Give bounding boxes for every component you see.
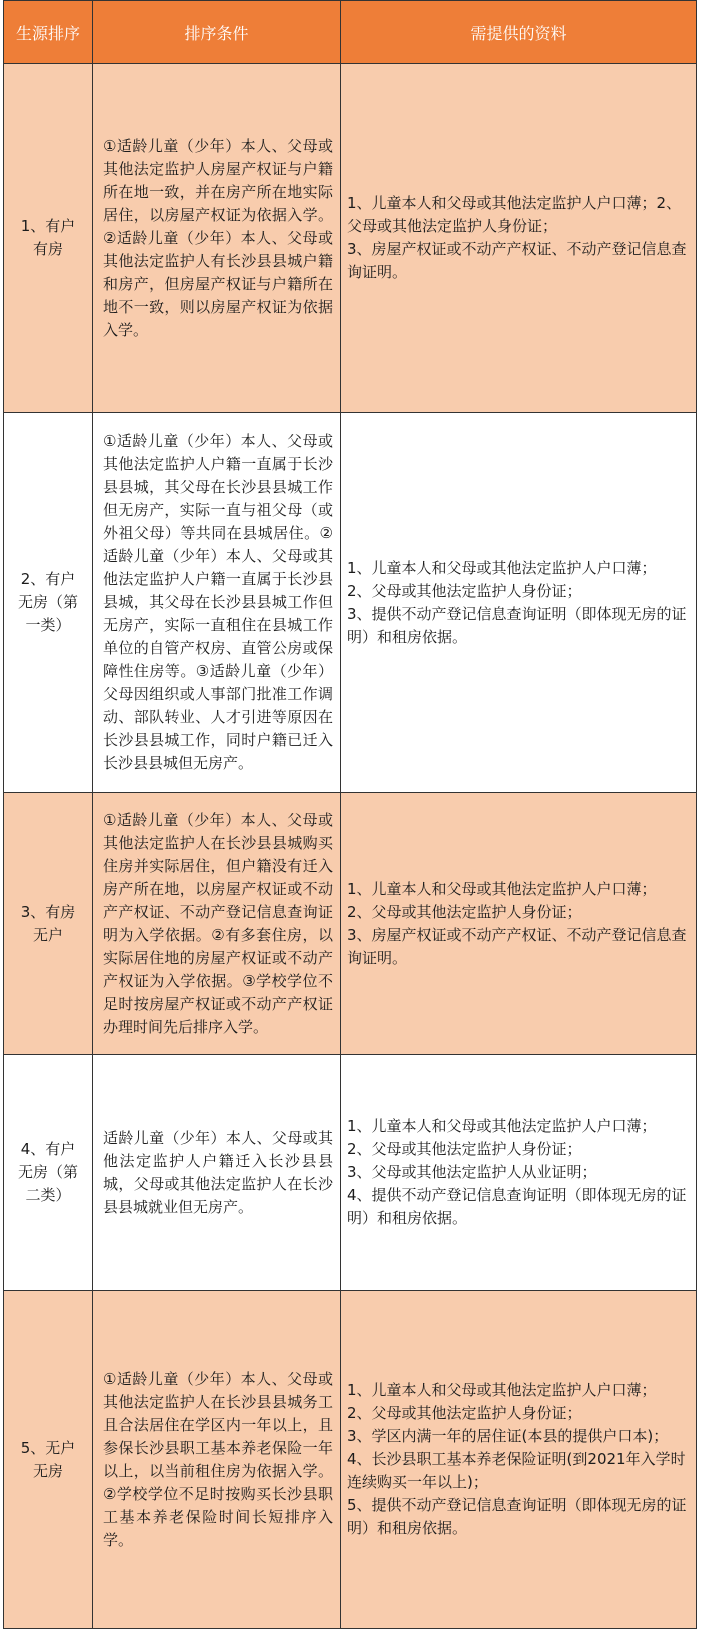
documents-cell — [341, 64, 697, 413]
document-item: 1、儿童本人和父母或其他法定监护人户口薄； — [347, 879, 657, 898]
documents-cell — [341, 1055, 697, 1291]
source-cell: 1、有户有房 — [4, 64, 93, 413]
document-item: 3、父母或其他法定监护人从业证明； — [347, 1163, 597, 1181]
documents-cell — [341, 413, 697, 793]
document-item: 3、学区内满一年的居住证(本县的提供户口本)； — [347, 1427, 669, 1445]
condition-cell: ①适龄儿童（少年）本人、父母或其他法定监护人在长沙县县城务工且合法居住在学区内一年以上，且参保长沙县职工基本养老保险一年以上，以当前租住房为依据入学。②学校学位不足时按购买长沙县职工基本养老保险时间长短排序入学。 — [93, 1291, 341, 1629]
document-item: 1、儿童本人和父母或其他法定监护人户口薄； — [347, 1381, 657, 1399]
source-cell: 4、有户无房（第二类） — [4, 1055, 93, 1291]
header-source-order: 生源排序 — [4, 1, 93, 64]
document-item: 2、父母或其他法定监护人身份证； — [347, 581, 582, 600]
enrollment-priority-table — [3, 0, 697, 1629]
condition-cell: ①适龄儿童（少年）本人、父母或其他法定监护人在长沙县县城购买住房并实际居住，但户籍没有迁入房产所在地，以房屋产权证或不动产产权证、不动产登记信息查询证明为入学依据。②有多套住房，以实际居住地的房屋产权证或不动产产权证为入学依据。③学校学位不足时按房屋产权证或不动产产权证办理时间先后排序入学。 — [93, 793, 341, 1055]
document-item: 1、儿童本人和父母或其他法定监护人户口薄； — [347, 558, 657, 577]
document-item: 4、提供不动产登记信息查询证明（即体现无房的证明）和租房依据。 — [347, 1186, 687, 1227]
document-item: 3、提供不动产登记信息查询证明（即体现无房的证明）和租房依据。 — [347, 604, 687, 646]
table-row — [4, 413, 697, 793]
document-item: 2、父母或其他法定监护人身份证； — [347, 902, 582, 921]
table-row — [4, 1055, 697, 1291]
header-row — [4, 1, 697, 64]
document-item: 4、长沙县职工基本养老保险证明(到2021年入学时连续购买一年以上)； — [347, 1450, 686, 1491]
condition-cell: 适龄儿童（少年）本人、父母或其他法定监护人户籍迁入长沙县县城，父母或其他法定监护人在长沙县县城就业但无房产。 — [93, 1055, 341, 1291]
table-header — [4, 1, 697, 64]
condition-cell: ①适龄儿童（少年）本人、父母或其他法定监护人房屋产权证与户籍所在地一致，并在房产所在地实际居住，以房屋产权证为依据入学。②适龄儿童（少年）本人、父母或其他法定监护人有长沙县县城户籍和房产，但房屋产权证与户籍所在地不一致，则以房屋产权证为依据入学。 — [93, 64, 341, 413]
document-item: 1、儿童本人和父母或其他法定监护人户口薄； — [347, 1117, 657, 1135]
document-item: 1、儿童本人和父母或其他法定监护人户口薄；2、父母或其他法定监护人身份证； — [347, 194, 682, 235]
table-row — [4, 1291, 697, 1629]
documents-cell — [341, 793, 697, 1055]
condition-cell: ①适龄儿童（少年）本人、父母或其他法定监护人户籍一直属于长沙县县城，其父母在长沙县县城工作但无房产，实际一直与祖父母（或外祖父母）等共同在县城居住。②适龄儿童（少年）本人、父母或其他法定监护人户籍一直属于长沙县县城，其父母在长沙县县城工作但无房产，实际一直租住在县城工作单位的自管产权房、直管公房或保障性住房等。③适龄儿童（少年）父母因组织或人事部门批准工作调动、部队转业、人才引进等原因在长沙县县城工作，同时户籍已迁入长沙县县城但无房产。 — [93, 413, 341, 793]
table-body — [4, 64, 697, 1629]
document-item: 5、提供不动产登记信息查询证明（即体现无房的证明）和租房依据。 — [347, 1496, 687, 1537]
table-row — [4, 793, 697, 1055]
document-item: 2、父母或其他法定监护人身份证； — [347, 1404, 582, 1422]
table-row — [4, 64, 697, 413]
source-cell: 5、无户无房 — [4, 1291, 93, 1629]
document-item: 3、房屋产权证或不动产产权证、不动产登记信息查询证明。 — [347, 925, 687, 967]
header-conditions: 排序条件 — [93, 1, 341, 64]
source-cell: 3、有房无户 — [4, 793, 93, 1055]
source-cell: 2、有户无房（第一类） — [4, 413, 93, 793]
header-required-documents: 需提供的资料 — [341, 1, 697, 64]
document-item: 3、房屋产权证或不动产产权证、不动产登记信息查询证明。 — [347, 240, 687, 281]
document-item: 2、父母或其他法定监护人身份证； — [347, 1140, 582, 1158]
documents-cell — [341, 1291, 697, 1629]
